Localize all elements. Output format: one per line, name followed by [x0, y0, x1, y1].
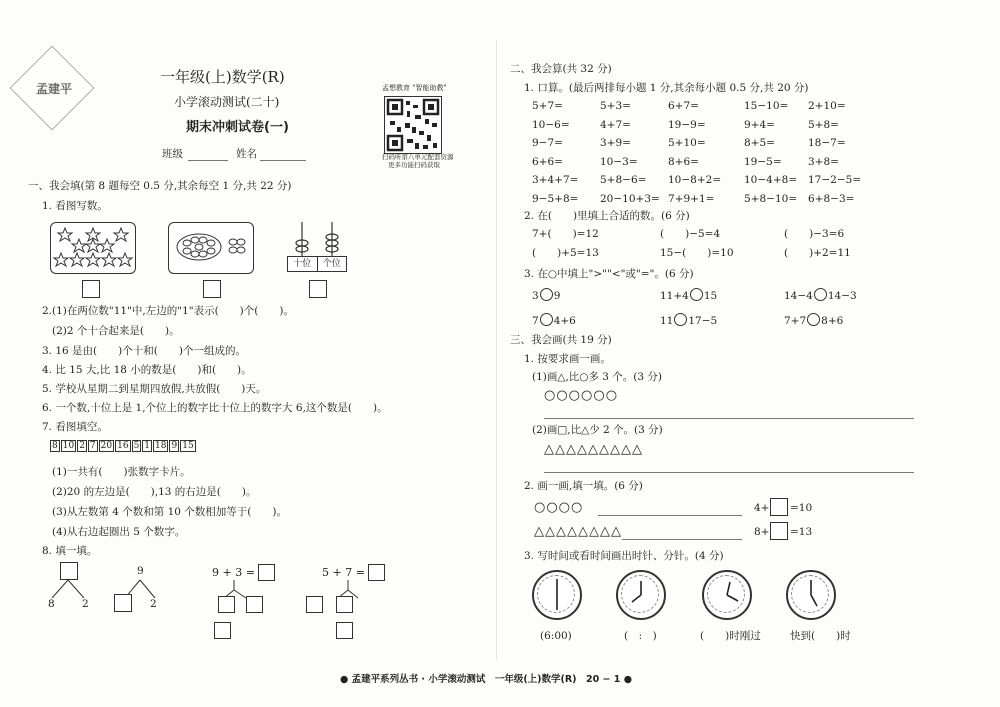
eq2-split-right-box[interactable]: [336, 596, 353, 613]
calc-item[interactable]: 9−7=: [532, 137, 563, 149]
triangles-row: △△△△△△△△△: [544, 442, 643, 457]
answer-box-beads[interactable]: [203, 280, 221, 298]
calc-item[interactable]: 3+9=: [600, 137, 631, 149]
calc-item[interactable]: 19−5=: [744, 155, 782, 168]
tree2-left-box[interactable]: [114, 594, 132, 612]
calc-item[interactable]: 6+7=: [668, 100, 699, 112]
eq-b-right: =13: [790, 526, 813, 538]
s3-q3-prompt: 3. 写时间或看时间画出时针、分针。(4 分): [524, 550, 724, 562]
calc-item[interactable]: 8+6=: [668, 155, 699, 168]
s3-q2-prompt: 2. 画一画,填一填。(6 分): [524, 480, 643, 492]
compare-left: 7+7: [784, 315, 807, 327]
equation-2: 5 + 7 =: [322, 566, 365, 579]
calc-item[interactable]: 10−3=: [600, 155, 638, 168]
compare-circle-icon[interactable]: [807, 313, 820, 326]
tree1-left-number: 8: [48, 598, 55, 610]
compare-item: [532, 288, 560, 303]
eq2-sum-box[interactable]: [336, 622, 353, 639]
s3-q1a-text: (1)画△,比○多 3 个。(3 分): [532, 371, 663, 383]
number-card[interactable]: 9: [171, 441, 178, 451]
number-cards: [50, 440, 197, 452]
star-icon: [51, 223, 135, 273]
qr-code-icon[interactable]: [384, 96, 442, 154]
calc-item[interactable]: 5+3=: [600, 100, 631, 112]
compare-right: 4+6: [553, 315, 576, 327]
compare-left: 14−4: [784, 290, 813, 302]
compare-left: 11: [660, 315, 674, 327]
q7d-text: (4)从右边起圈出 5 个数字。: [52, 526, 186, 538]
calc-item[interactable]: 10−8+2=: [668, 174, 722, 186]
calc-item[interactable]: 10−4+8=: [744, 174, 798, 186]
compare-item: [784, 288, 857, 303]
name-blank[interactable]: [260, 160, 306, 161]
circles-row: ○○○○○○: [544, 388, 619, 403]
calc-item[interactable]: 15−10=: [744, 100, 789, 112]
compare-left: 3: [532, 290, 539, 302]
series-title: 小学滚动测试(二十): [174, 95, 280, 109]
name-label: 姓名: [236, 148, 257, 160]
compare-circle-icon[interactable]: [690, 288, 703, 301]
compare-item: [784, 313, 843, 328]
s2-q3-prompt: 3. 在○中填上">""<"或"="。(6 分): [524, 268, 694, 280]
eq-b-box[interactable]: [770, 522, 788, 540]
row-triangles: △△△△△△△△: [534, 524, 622, 539]
eq-a-right: =10: [790, 502, 813, 514]
eq1-split-right-box[interactable]: [246, 596, 263, 613]
section3-title: 三、我会画(共 19 分): [510, 334, 612, 346]
calc-item[interactable]: 6+8−3=: [808, 192, 855, 205]
answer-box-abacus[interactable]: [309, 280, 327, 298]
exam-title: 期末冲刺试卷(一): [186, 120, 289, 135]
calc-item[interactable]: 3+8=: [808, 155, 839, 168]
fill-item[interactable]: ( )−3=6: [784, 228, 845, 240]
draw-line-1[interactable]: [544, 418, 914, 419]
tree2-right-number: 2: [150, 598, 157, 610]
fill-item[interactable]: ( )+5=13: [532, 247, 599, 259]
s2-q2-prompt: 2. 在( )里填上合适的数。(6 分): [524, 210, 690, 222]
number-card[interactable]: 18: [155, 441, 167, 451]
eq2-split-left-box[interactable]: [306, 596, 323, 613]
eq1-split-left-box[interactable]: [218, 596, 235, 613]
s2-q1-prompt: 1. 口算。(最后两排每小题 1 分,其余每小题 0.5 分,共 20 分): [524, 82, 809, 94]
compare-left: 11+4: [660, 290, 689, 302]
tree2-top-number: 9: [137, 565, 144, 577]
qr-caption-2: 更多功能扫码获取: [388, 161, 440, 169]
calc-item[interactable]: 9−5+8=: [532, 192, 579, 205]
eq-b-left: 8+: [754, 526, 770, 538]
calc-item[interactable]: 17−2−5=: [808, 174, 862, 186]
compare-item: [660, 288, 717, 303]
eq-a-left: 4+: [754, 502, 770, 514]
publisher-logo-text: 孟建平: [36, 82, 73, 96]
q3-text: 3. 16 是由( )个十和( )个一组成的。: [42, 345, 246, 357]
calc-item[interactable]: 2+10=: [808, 100, 846, 112]
fill-item[interactable]: ( )+2=11: [784, 247, 851, 259]
fill-item[interactable]: ( )−5=4: [660, 228, 721, 240]
answer-box-stars[interactable]: [82, 280, 100, 298]
compare-right: 14−3: [827, 290, 857, 302]
q5-text: 5. 学校从星期二到星期四放假,共放假( )天。: [42, 383, 267, 395]
abacus-picture: [287, 222, 347, 272]
stars-picture: [50, 222, 136, 274]
calc-item[interactable]: 5+8=: [808, 118, 839, 131]
eq1-sum-box[interactable]: [214, 622, 231, 639]
q7c-text: (3)从左数第 4 个数和第 10 个数相加等于( )。: [52, 506, 287, 518]
clock-label-4: 快到( )时: [790, 630, 851, 642]
q2b-text: (2)2 个十合起来是( )。: [52, 325, 180, 337]
class-blank[interactable]: [188, 160, 228, 161]
q1-prompt: 1. 看图写数。: [42, 200, 108, 212]
s3-q1-prompt: 1. 按要求画一画。: [524, 353, 611, 365]
calc-item[interactable]: 3+4+7=: [532, 174, 579, 186]
beads-picture: [168, 222, 254, 274]
draw-line-4[interactable]: [622, 539, 742, 540]
tree1-branches: [40, 578, 100, 600]
grade-title: 一年级(上)数学(R): [160, 68, 285, 86]
calc-item[interactable]: 18−7=: [808, 137, 846, 149]
number-card[interactable]: 20: [100, 441, 113, 451]
number-card[interactable]: 10: [62, 441, 75, 451]
qr-caption-1: 扫码听第八单元配套资源: [382, 153, 454, 161]
row-circles: ○○○○: [534, 500, 584, 515]
page-fold: [496, 40, 497, 660]
q6-text: 6. 一个数,十位上是 1,个位上的数字比十位上的数字大 6,这个数是( )。: [42, 402, 388, 414]
calc-item[interactable]: 8+5=: [744, 137, 775, 149]
compare-circle-icon[interactable]: [674, 313, 687, 326]
calc-item[interactable]: 6+6=: [532, 155, 563, 168]
compare-circle-icon[interactable]: [540, 288, 553, 301]
calc-item[interactable]: 10−6=: [532, 118, 570, 131]
tree1-right-number: 2: [82, 598, 89, 610]
compare-right: 8+6: [821, 315, 844, 327]
draw-line-3[interactable]: [598, 515, 742, 516]
q7a-text: (1)一共有( )张数字卡片。: [52, 466, 191, 478]
section1-title: 一、我会填(第 8 题每空 0.5 分,其余每空 1 分,共 22 分): [28, 180, 292, 192]
calc-item[interactable]: 5+8−10=: [744, 192, 798, 205]
bead-icon: [169, 223, 253, 273]
page-footer: ● 孟建平系列丛书 · 小学滚动测试 一年级(上)数学(R) 20 − 1 ●: [340, 674, 633, 685]
calc-item[interactable]: 7+9+1=: [668, 192, 715, 205]
q7b-text: (2)20 的左边是( ),13 的右边是( )。: [52, 486, 257, 498]
fill-item[interactable]: 7+( )=12: [532, 228, 599, 240]
q2a-text: 2.(1)在两位数"11"中,左边的"1"表示( )个( )。: [42, 305, 294, 317]
abacus-base: [287, 256, 347, 272]
compare-right: 9: [553, 290, 561, 302]
number-card[interactable]: 1: [144, 441, 151, 451]
calc-item[interactable]: 9+4=: [744, 118, 775, 131]
clock-hands: [532, 570, 832, 620]
calc-item[interactable]: 5+8−6=: [600, 174, 647, 186]
number-card[interactable]: 2: [79, 441, 85, 451]
clock-label-3: ( )时刚过: [700, 630, 761, 642]
calc-item[interactable]: 19−9=: [668, 118, 706, 131]
qr-caption-top: 孟想教育 "智能助教": [382, 84, 447, 92]
s3-q1b-text: (2)画□,比△少 2 个。(3 分): [532, 424, 663, 436]
abacus-tens-label: 十位: [288, 257, 318, 271]
clock-label-2: ( : ): [624, 630, 657, 642]
q8-prompt: 8. 填一填。: [42, 545, 98, 557]
number-card[interactable]: 5: [133, 441, 140, 451]
draw-line-2[interactable]: [544, 472, 914, 473]
number-card[interactable]: 8: [52, 441, 58, 451]
abacus-ones-label: 个位: [322, 259, 341, 269]
compare-right: 17−5: [688, 315, 718, 327]
calc-item[interactable]: 4+7=: [600, 118, 631, 131]
q7-prompt: 7. 看图填空。: [42, 421, 108, 433]
section2-title: 二、我会算(共 32 分): [510, 63, 612, 75]
compare-circle-icon[interactable]: [540, 313, 553, 326]
calc-item[interactable]: 5+10=: [668, 137, 706, 149]
calc-item[interactable]: 5+7=: [532, 100, 563, 112]
compare-right: 15: [703, 290, 718, 302]
compare-item: [532, 313, 576, 328]
equation-1: 9 + 3 =: [212, 566, 255, 579]
number-card[interactable]: 15: [182, 441, 194, 451]
compare-item: [660, 313, 717, 328]
number-card[interactable]: 16: [117, 441, 129, 451]
q4-text: 4. 比 15 大,比 18 小的数是( )和( )。: [42, 364, 252, 376]
number-card[interactable]: 7: [89, 441, 96, 451]
class-label: 班级: [162, 148, 183, 160]
compare-left: 7: [532, 315, 539, 327]
compare-circle-icon[interactable]: [814, 288, 827, 301]
calc-item[interactable]: 20−10+3=: [600, 192, 660, 205]
eq-a-box[interactable]: [770, 498, 788, 516]
fill-item[interactable]: 15−( )=10: [660, 247, 734, 259]
clock-label-1: (6:00): [540, 630, 572, 642]
